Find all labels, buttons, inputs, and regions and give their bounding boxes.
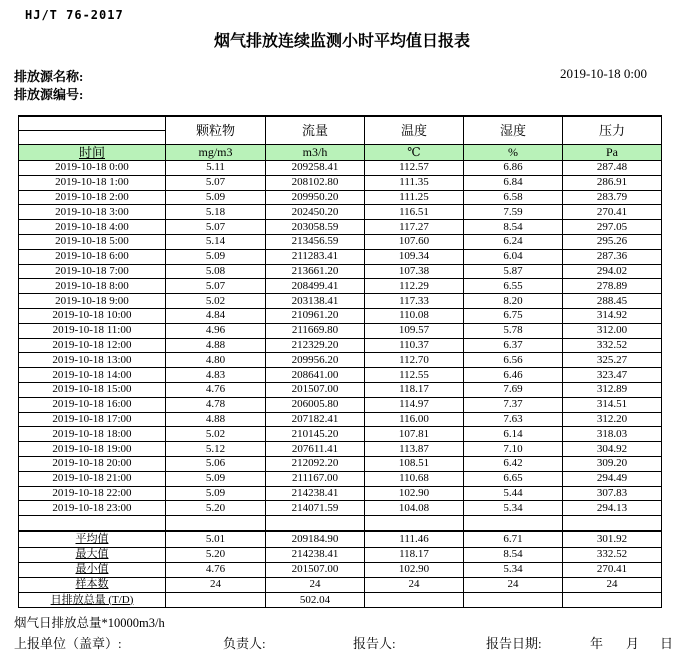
value-cell: 209258.41 xyxy=(266,161,365,176)
time-cell: 2019-10-18 1:00 xyxy=(19,175,166,190)
value-cell: 24 xyxy=(166,577,266,592)
data-row xyxy=(19,161,662,176)
time-cell: 2019-10-18 21:00 xyxy=(19,471,166,486)
value-cell: 4.76 xyxy=(166,382,266,397)
value-cell: 287.36 xyxy=(563,249,662,264)
value-cell: 288.45 xyxy=(563,294,662,309)
time-column-header: 时间 xyxy=(19,145,166,161)
value-cell: 214071.59 xyxy=(266,501,365,516)
value-cell: 332.52 xyxy=(563,547,662,562)
spacer-cell xyxy=(266,516,365,532)
value-cell: 5.01 xyxy=(166,531,266,547)
value-cell: 278.89 xyxy=(563,279,662,294)
value-cell: 502.04 xyxy=(266,593,365,608)
summary-label: 样本数 xyxy=(19,577,166,592)
value-cell: 202450.20 xyxy=(266,205,365,220)
value-cell: 4.88 xyxy=(166,412,266,427)
value-cell: 110.68 xyxy=(365,471,464,486)
time-cell: 2019-10-18 5:00 xyxy=(19,234,166,249)
time-cell: 2019-10-18 15:00 xyxy=(19,382,166,397)
value-cell: 7.69 xyxy=(464,382,563,397)
value-cell: 5.14 xyxy=(166,234,266,249)
value-cell: 210145.20 xyxy=(266,427,365,442)
value-cell: 4.96 xyxy=(166,323,266,338)
time-cell: 2019-10-18 22:00 xyxy=(19,486,166,501)
data-row xyxy=(19,486,662,501)
value-cell: 295.26 xyxy=(563,234,662,249)
value-cell: 111.46 xyxy=(365,531,464,547)
value-cell: 208641.00 xyxy=(266,368,365,383)
value-cell: 6.04 xyxy=(464,249,563,264)
value-cell: 332.52 xyxy=(563,338,662,353)
value-cell: 112.55 xyxy=(365,368,464,383)
value-cell: 5.02 xyxy=(166,427,266,442)
value-cell: 209950.20 xyxy=(266,190,365,205)
unit-mg-m3: mg/m3 xyxy=(166,145,266,161)
value-cell xyxy=(166,593,266,608)
value-cell: 7.10 xyxy=(464,442,563,457)
data-row xyxy=(19,249,662,264)
spacer-cell xyxy=(19,516,166,532)
value-cell: 294.13 xyxy=(563,501,662,516)
value-cell: 4.78 xyxy=(166,397,266,412)
value-cell: 5.07 xyxy=(166,279,266,294)
value-cell: 270.41 xyxy=(563,562,662,577)
value-cell: 203058.59 xyxy=(266,220,365,235)
value-cell: 116.51 xyxy=(365,205,464,220)
value-cell: 211669.80 xyxy=(266,323,365,338)
value-cell: 208102.80 xyxy=(266,175,365,190)
value-cell xyxy=(464,593,563,608)
time-cell: 2019-10-18 9:00 xyxy=(19,294,166,309)
column-header-humidity: 湿度 xyxy=(464,116,563,145)
data-row xyxy=(19,264,662,279)
value-cell: 118.17 xyxy=(365,382,464,397)
value-cell: 208499.41 xyxy=(266,279,365,294)
time-cell: 2019-10-18 4:00 xyxy=(19,220,166,235)
value-cell: 5.09 xyxy=(166,471,266,486)
value-cell: 5.34 xyxy=(464,562,563,577)
value-cell: 104.08 xyxy=(365,501,464,516)
value-cell xyxy=(563,593,662,608)
value-cell: 118.17 xyxy=(365,547,464,562)
value-cell: 102.90 xyxy=(365,562,464,577)
spacer-cell xyxy=(563,516,662,532)
column-header-flow: 流量 xyxy=(266,116,365,145)
value-cell: 6.24 xyxy=(464,234,563,249)
value-cell: 110.08 xyxy=(365,308,464,323)
empty-corner-cell-b xyxy=(19,131,166,145)
units-row xyxy=(19,145,662,161)
value-cell: 312.20 xyxy=(563,412,662,427)
value-cell: 5.20 xyxy=(166,547,266,562)
data-row xyxy=(19,368,662,383)
value-cell: 210961.20 xyxy=(266,308,365,323)
spacer-cell xyxy=(464,516,563,532)
value-cell: 108.51 xyxy=(365,456,464,471)
report-date-label: 报告日期: xyxy=(486,636,542,651)
value-cell: 114.97 xyxy=(365,397,464,412)
value-cell: 117.33 xyxy=(365,294,464,309)
value-cell: 4.84 xyxy=(166,308,266,323)
table-body xyxy=(19,161,662,516)
data-row xyxy=(19,382,662,397)
data-row xyxy=(19,338,662,353)
data-row xyxy=(19,412,662,427)
value-cell: 201507.00 xyxy=(266,382,365,397)
value-cell: 286.91 xyxy=(563,175,662,190)
data-row xyxy=(19,234,662,249)
value-cell: 6.46 xyxy=(464,368,563,383)
data-row xyxy=(19,397,662,412)
value-cell: 6.71 xyxy=(464,531,563,547)
value-cell: 8.20 xyxy=(464,294,563,309)
value-cell: 8.54 xyxy=(464,547,563,562)
time-cell: 2019-10-18 7:00 xyxy=(19,264,166,279)
value-cell: 5.09 xyxy=(166,249,266,264)
value-cell: 107.38 xyxy=(365,264,464,279)
value-cell: 5.44 xyxy=(464,486,563,501)
report-unit-label: 上报单位（盖章）: xyxy=(14,636,122,651)
data-row xyxy=(19,279,662,294)
value-cell: 270.41 xyxy=(563,205,662,220)
value-cell: 207611.41 xyxy=(266,442,365,457)
data-row xyxy=(19,220,662,235)
footnote: 烟气日排放总量*10000m3/h xyxy=(14,616,165,630)
value-cell: 24 xyxy=(266,577,365,592)
data-row xyxy=(19,294,662,309)
value-cell: 207182.41 xyxy=(266,412,365,427)
summary-row xyxy=(19,577,662,592)
time-cell: 2019-10-18 8:00 xyxy=(19,279,166,294)
value-cell: 5.20 xyxy=(166,501,266,516)
value-cell: 6.37 xyxy=(464,338,563,353)
time-cell: 2019-10-18 2:00 xyxy=(19,190,166,205)
value-cell: 312.89 xyxy=(563,382,662,397)
value-cell: 5.87 xyxy=(464,264,563,279)
value-cell: 206005.80 xyxy=(266,397,365,412)
value-cell: 209184.90 xyxy=(266,531,365,547)
value-cell: 6.65 xyxy=(464,471,563,486)
value-cell: 5.18 xyxy=(166,205,266,220)
column-header-particulate: 颗粒物 xyxy=(166,116,266,145)
value-cell: 304.92 xyxy=(563,442,662,457)
hourly-average-table xyxy=(18,115,662,608)
value-cell: 214238.41 xyxy=(266,547,365,562)
value-cell: 116.00 xyxy=(365,412,464,427)
value-cell: 309.20 xyxy=(563,456,662,471)
value-cell: 102.90 xyxy=(365,486,464,501)
data-row xyxy=(19,323,662,338)
value-cell: 301.92 xyxy=(563,531,662,547)
value-cell: 307.83 xyxy=(563,486,662,501)
spacer-cell xyxy=(166,516,266,532)
data-row xyxy=(19,501,662,516)
value-cell: 297.05 xyxy=(563,220,662,235)
value-cell: 109.57 xyxy=(365,323,464,338)
time-cell: 2019-10-18 17:00 xyxy=(19,412,166,427)
value-cell: 24 xyxy=(464,577,563,592)
time-cell: 2019-10-18 3:00 xyxy=(19,205,166,220)
value-cell: 4.80 xyxy=(166,353,266,368)
value-cell: 6.55 xyxy=(464,279,563,294)
summary-row xyxy=(19,562,662,577)
value-cell: 112.57 xyxy=(365,161,464,176)
value-cell: 8.54 xyxy=(464,220,563,235)
column-header-pressure: 压力 xyxy=(563,116,662,145)
time-cell: 2019-10-18 13:00 xyxy=(19,353,166,368)
reporter-label: 报告人: xyxy=(353,636,396,651)
signature-row xyxy=(0,633,684,651)
value-cell: 111.25 xyxy=(365,190,464,205)
time-cell: 2019-10-18 0:00 xyxy=(19,161,166,176)
value-cell: 5.07 xyxy=(166,220,266,235)
source-name-label: 排放源名称: xyxy=(14,69,84,84)
value-cell: 6.58 xyxy=(464,190,563,205)
value-cell: 6.75 xyxy=(464,308,563,323)
value-cell: 5.34 xyxy=(464,501,563,516)
value-cell: 5.09 xyxy=(166,190,266,205)
time-cell: 2019-10-18 14:00 xyxy=(19,368,166,383)
value-cell: 203138.41 xyxy=(266,294,365,309)
value-cell: 6.42 xyxy=(464,456,563,471)
data-row xyxy=(19,190,662,205)
time-cell: 2019-10-18 16:00 xyxy=(19,397,166,412)
unit-celsius: ℃ xyxy=(365,145,464,161)
value-cell: 6.86 xyxy=(464,161,563,176)
value-cell: 107.81 xyxy=(365,427,464,442)
value-cell: 6.14 xyxy=(464,427,563,442)
value-cell: 5.09 xyxy=(166,486,266,501)
unit-pa: Pa xyxy=(563,145,662,161)
value-cell: 213456.59 xyxy=(266,234,365,249)
standard-code: HJ/T 76-2017 xyxy=(25,8,124,22)
value-cell: 5.06 xyxy=(166,456,266,471)
value-cell: 5.08 xyxy=(166,264,266,279)
value-cell: 113.87 xyxy=(365,442,464,457)
summary-label: 日排放总量 (T/D) xyxy=(19,593,166,608)
value-cell: 6.56 xyxy=(464,353,563,368)
value-cell: 112.70 xyxy=(365,353,464,368)
value-cell: 314.51 xyxy=(563,397,662,412)
time-cell: 2019-10-18 12:00 xyxy=(19,338,166,353)
report-datetime: 2019-10-18 0:00 xyxy=(560,66,648,81)
value-cell: 214238.41 xyxy=(266,486,365,501)
value-cell: 318.03 xyxy=(563,427,662,442)
value-cell xyxy=(365,593,464,608)
value-cell: 117.27 xyxy=(365,220,464,235)
year-label: 年 xyxy=(590,636,604,651)
spacer-cell xyxy=(365,516,464,532)
data-row xyxy=(19,353,662,368)
spacer-row xyxy=(19,516,662,532)
day-label: 日 xyxy=(660,636,674,651)
value-cell: 5.02 xyxy=(166,294,266,309)
data-row xyxy=(19,456,662,471)
summary-row xyxy=(19,547,662,562)
value-cell: 201507.00 xyxy=(266,562,365,577)
summary-row xyxy=(19,593,662,608)
value-cell: 212329.20 xyxy=(266,338,365,353)
value-cell: 110.37 xyxy=(365,338,464,353)
time-cell: 2019-10-18 11:00 xyxy=(19,323,166,338)
value-cell: 314.92 xyxy=(563,308,662,323)
unit-percent: % xyxy=(464,145,563,161)
value-cell: 212092.20 xyxy=(266,456,365,471)
value-cell: 211167.00 xyxy=(266,471,365,486)
summary-label: 最小值 xyxy=(19,562,166,577)
time-cell: 2019-10-18 18:00 xyxy=(19,427,166,442)
value-cell: 287.48 xyxy=(563,161,662,176)
summary-body xyxy=(19,516,662,608)
value-cell: 109.34 xyxy=(365,249,464,264)
source-id-label: 排放源编号: xyxy=(14,87,84,102)
time-cell: 2019-10-18 6:00 xyxy=(19,249,166,264)
page-title: 烟气排放连续监测小时平均值日报表 xyxy=(213,33,470,50)
value-cell: 5.12 xyxy=(166,442,266,457)
header-row-top xyxy=(19,116,662,131)
value-cell: 7.59 xyxy=(464,205,563,220)
value-cell: 107.60 xyxy=(365,234,464,249)
value-cell: 283.79 xyxy=(563,190,662,205)
time-cell: 2019-10-18 10:00 xyxy=(19,308,166,323)
value-cell: 323.47 xyxy=(563,368,662,383)
summary-label: 平均值 xyxy=(19,531,166,547)
value-cell: 7.37 xyxy=(464,397,563,412)
data-row xyxy=(19,442,662,457)
summary-label: 最大值 xyxy=(19,547,166,562)
value-cell: 4.76 xyxy=(166,562,266,577)
value-cell: 213661.20 xyxy=(266,264,365,279)
time-cell: 2019-10-18 23:00 xyxy=(19,501,166,516)
data-row xyxy=(19,308,662,323)
data-row xyxy=(19,471,662,486)
value-cell: 294.02 xyxy=(563,264,662,279)
data-row xyxy=(19,205,662,220)
value-cell: 325.27 xyxy=(563,353,662,368)
value-cell: 211283.41 xyxy=(266,249,365,264)
value-cell: 294.49 xyxy=(563,471,662,486)
value-cell: 209956.20 xyxy=(266,353,365,368)
value-cell: 5.07 xyxy=(166,175,266,190)
data-row xyxy=(19,175,662,190)
table-header xyxy=(19,116,662,161)
value-cell: 24 xyxy=(563,577,662,592)
value-cell: 5.78 xyxy=(464,323,563,338)
value-cell: 112.29 xyxy=(365,279,464,294)
value-cell: 111.35 xyxy=(365,175,464,190)
value-cell: 24 xyxy=(365,577,464,592)
month-label: 月 xyxy=(626,636,640,651)
column-header-temperature: 温度 xyxy=(365,116,464,145)
summary-row xyxy=(19,531,662,547)
value-cell: 6.84 xyxy=(464,175,563,190)
unit-m3-h: m3/h xyxy=(266,145,365,161)
empty-corner-cell-a xyxy=(19,116,166,131)
responsible-label: 负责人: xyxy=(223,636,266,651)
value-cell: 4.83 xyxy=(166,368,266,383)
value-cell: 4.88 xyxy=(166,338,266,353)
data-row xyxy=(19,427,662,442)
time-cell: 2019-10-18 20:00 xyxy=(19,456,166,471)
value-cell: 312.00 xyxy=(563,323,662,338)
value-cell: 5.11 xyxy=(166,161,266,176)
time-cell: 2019-10-18 19:00 xyxy=(19,442,166,457)
value-cell: 7.63 xyxy=(464,412,563,427)
